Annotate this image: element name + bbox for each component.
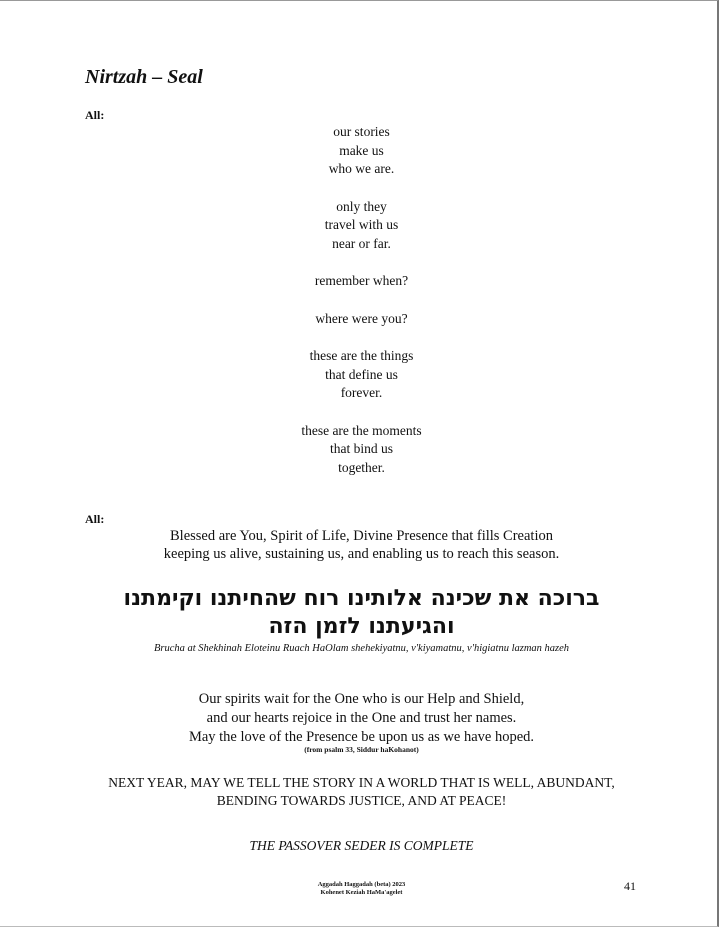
poem-stanza [0,422,723,478]
spirits-line: Our spirits wait for the One who is our Help and Shield, [198,691,525,707]
all-label-2: All: [85,512,105,526]
footer [0,881,723,897]
poem-line: these are the moments [301,422,422,438]
blessing-english [0,527,723,563]
poem-stanza [0,198,723,254]
poem-line: who we are. [328,161,395,176]
poem-line: travel with us [324,217,399,232]
poem-line: our stories [333,124,390,139]
seder-complete: THE PASSOVER SEDER IS COMPLETE [249,838,474,853]
next-year-line: NEXT YEAR, MAY WE TELL THE STORY IN A WORLD THAT IS WELL, ABUNDANT, [108,775,615,790]
blessing-hebrew [0,585,723,641]
blessing-transliteration: Brucha at Shekhinah Eloteinu Ruach HaOlam shehekiyatnu, v'kiyamatnu, v'higiatnu lazman hazeh [153,643,570,654]
poem-line: only they [336,198,387,214]
spirits-passage [0,690,723,747]
hebrew-line: ברוכה את שכינה אלותינו רוח שהחיתנו וקימתנו [123,586,600,611]
poem-line: that bind us [330,441,393,456]
poem-line: forever. [340,385,383,400]
poem-line: remember when? [314,273,409,288]
footer-line: Kohenet Keziah HaMa'agelet [320,889,403,896]
hebrew-line: והגיעתנו לזמן הזה [268,614,455,639]
spirits-line: May the love of the Presence be upon us as we have hoped. [188,729,535,745]
section-title: Nirtzah – Seal [85,66,203,88]
poem-line: together. [338,459,385,475]
blessing-line: keeping us alive, sustaining us, and enabling us to reach this season. [163,546,560,562]
poem [0,123,723,496]
poem-stanza [0,310,723,329]
poem-line: make us [339,142,384,158]
poem-stanza [0,347,723,403]
poem-stanza [0,123,723,179]
footer-line: Aggadah Haggadah (beta) 2023 [317,881,406,888]
next-year-wish [0,774,723,810]
next-year-line: BENDING TOWARDS JUSTICE, AND AT PEACE! [216,793,507,808]
all-label-1: All: [85,108,105,122]
page-number: 41 [624,879,636,893]
poem-line: that define us [325,366,398,382]
blessing-line: Blessed are You, Spirit of Life, Divine Presence that fills Creation [170,528,553,544]
poem-line: near or far. [332,235,391,251]
poem-line: where were you? [315,310,408,326]
poem-line: these are the things [309,348,414,363]
source-citation: (from psalm 33, Siddur haKohanot) [304,745,419,754]
spirits-line: and our hearts rejoice in the One and trust her names. [206,710,517,726]
poem-stanza [0,272,723,291]
